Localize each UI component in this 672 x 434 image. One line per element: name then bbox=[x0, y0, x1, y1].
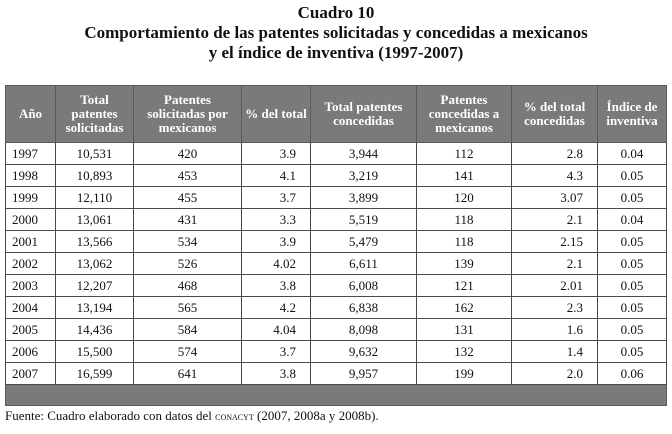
cell-solicitadas-mexicanos: 565 bbox=[134, 297, 242, 319]
cell-solicitadas-mexicanos: 455 bbox=[134, 187, 242, 209]
cell-solicitadas-mexicanos: 584 bbox=[134, 319, 242, 341]
cell-total-concedidas: 6,008 bbox=[311, 275, 417, 297]
cell-pct-total: 4.02 bbox=[242, 253, 311, 275]
source-org: conacyt bbox=[215, 409, 254, 423]
table-row bbox=[6, 341, 667, 363]
cell-concedidas-mexicanos: 112 bbox=[417, 143, 512, 165]
caption-number: Cuadro 10 bbox=[297, 3, 375, 22]
table-row bbox=[6, 209, 667, 231]
table-row bbox=[6, 275, 667, 297]
cell-total-solicitadas: 13,061 bbox=[56, 209, 134, 231]
cell-pct-total: 3.7 bbox=[242, 187, 311, 209]
table-row bbox=[6, 165, 667, 187]
cell-concedidas-mexicanos: 162 bbox=[417, 297, 512, 319]
cell-solicitadas-mexicanos: 453 bbox=[134, 165, 242, 187]
cell-pct-total: 3.8 bbox=[242, 363, 311, 385]
source-prefix: Fuente: Cuadro elaborado con datos del bbox=[5, 408, 216, 423]
caption-subtitle: y el índice de inventiva (1997-2007) bbox=[208, 43, 464, 62]
cell-year: 2002 bbox=[6, 253, 56, 275]
cell-total-solicitadas: 16,599 bbox=[56, 363, 134, 385]
cell-concedidas-mexicanos: 199 bbox=[417, 363, 512, 385]
cell-pct-concedidas: 3.07 bbox=[512, 187, 598, 209]
cell-pct-concedidas: 1.4 bbox=[512, 341, 598, 363]
cell-total-solicitadas: 12,207 bbox=[56, 275, 134, 297]
table-row bbox=[6, 363, 667, 385]
cell-concedidas-mexicanos: 132 bbox=[417, 341, 512, 363]
header-pct-total: % del total bbox=[242, 86, 311, 143]
cell-pct-concedidas: 2.1 bbox=[512, 253, 598, 275]
cell-indice: 0.04 bbox=[598, 143, 667, 165]
cell-year: 2003 bbox=[6, 275, 56, 297]
cell-concedidas-mexicanos: 121 bbox=[417, 275, 512, 297]
cell-indice: 0.05 bbox=[598, 275, 667, 297]
table-row bbox=[6, 187, 667, 209]
cell-pct-concedidas: 2.15 bbox=[512, 231, 598, 253]
table-row bbox=[6, 319, 667, 341]
table-caption bbox=[0, 0, 672, 63]
cell-total-concedidas: 6,838 bbox=[311, 297, 417, 319]
cell-year: 2001 bbox=[6, 231, 56, 253]
table-footer-bar bbox=[6, 385, 667, 406]
header-year: Año bbox=[6, 86, 56, 143]
cell-pct-concedidas: 1.6 bbox=[512, 319, 598, 341]
cell-total-concedidas: 3,944 bbox=[311, 143, 417, 165]
cell-total-concedidas: 3,219 bbox=[311, 165, 417, 187]
cell-pct-concedidas: 2.3 bbox=[512, 297, 598, 319]
table-row bbox=[6, 297, 667, 319]
cell-concedidas-mexicanos: 141 bbox=[417, 165, 512, 187]
footer-bar-cell bbox=[6, 385, 667, 406]
cell-year: 2004 bbox=[6, 297, 56, 319]
cell-year: 1997 bbox=[6, 143, 56, 165]
cell-total-solicitadas: 15,500 bbox=[56, 341, 134, 363]
cell-pct-total: 3.9 bbox=[242, 231, 311, 253]
caption-title: Comportamiento de las patentes solicitadas y concedidas a mexicanos bbox=[84, 23, 588, 42]
cell-pct-total: 3.3 bbox=[242, 209, 311, 231]
table-row bbox=[6, 143, 667, 165]
header-indice-inventiva: Índice de inventiva bbox=[598, 86, 667, 143]
cell-indice: 0.05 bbox=[598, 187, 667, 209]
header-total-solicitadas: Total patentes solicitadas bbox=[56, 86, 134, 143]
cell-total-concedidas: 3,899 bbox=[311, 187, 417, 209]
cell-total-solicitadas: 10,893 bbox=[56, 165, 134, 187]
cell-year: 2000 bbox=[6, 209, 56, 231]
cell-concedidas-mexicanos: 118 bbox=[417, 209, 512, 231]
cell-year: 1999 bbox=[6, 187, 56, 209]
cell-pct-total: 4.1 bbox=[242, 165, 311, 187]
cell-indice: 0.05 bbox=[598, 231, 667, 253]
header-row bbox=[6, 86, 667, 143]
header-total-concedidas: Total patentes concedidas bbox=[311, 86, 417, 143]
cell-total-concedidas: 6,611 bbox=[311, 253, 417, 275]
cell-concedidas-mexicanos: 131 bbox=[417, 319, 512, 341]
cell-total-concedidas: 9,632 bbox=[311, 341, 417, 363]
cell-pct-concedidas: 2.8 bbox=[512, 143, 598, 165]
cell-indice: 0.05 bbox=[598, 341, 667, 363]
cell-total-solicitadas: 13,194 bbox=[56, 297, 134, 319]
cell-year: 2006 bbox=[6, 341, 56, 363]
patents-table bbox=[5, 85, 667, 406]
cell-pct-concedidas: 2.1 bbox=[512, 209, 598, 231]
cell-indice: 0.06 bbox=[598, 363, 667, 385]
cell-concedidas-mexicanos: 120 bbox=[417, 187, 512, 209]
cell-total-concedidas: 9,957 bbox=[311, 363, 417, 385]
cell-year: 2005 bbox=[6, 319, 56, 341]
table-row bbox=[6, 253, 667, 275]
cell-total-solicitadas: 13,566 bbox=[56, 231, 134, 253]
cell-total-solicitadas: 14,436 bbox=[56, 319, 134, 341]
cell-solicitadas-mexicanos: 574 bbox=[134, 341, 242, 363]
cell-solicitadas-mexicanos: 420 bbox=[134, 143, 242, 165]
cell-pct-concedidas: 2.01 bbox=[512, 275, 598, 297]
cell-pct-total: 3.9 bbox=[242, 143, 311, 165]
cell-indice: 0.05 bbox=[598, 253, 667, 275]
cell-pct-total: 4.04 bbox=[242, 319, 311, 341]
cell-concedidas-mexicanos: 139 bbox=[417, 253, 512, 275]
cell-total-solicitadas: 10,531 bbox=[56, 143, 134, 165]
cell-solicitadas-mexicanos: 641 bbox=[134, 363, 242, 385]
cell-pct-total: 3.7 bbox=[242, 341, 311, 363]
cell-total-solicitadas: 12,110 bbox=[56, 187, 134, 209]
cell-concedidas-mexicanos: 118 bbox=[417, 231, 512, 253]
source-suffix: (2007, 2008a y 2008b). bbox=[253, 408, 379, 423]
header-pct-concedidas: % del total concedidas bbox=[512, 86, 598, 143]
cell-pct-concedidas: 2.0 bbox=[512, 363, 598, 385]
cell-indice: 0.05 bbox=[598, 165, 667, 187]
header-solicitadas-mexicanos: Patentes solicitadas por mexicanos bbox=[134, 86, 242, 143]
source-note bbox=[5, 408, 379, 424]
cell-solicitadas-mexicanos: 431 bbox=[134, 209, 242, 231]
cell-pct-total: 3.8 bbox=[242, 275, 311, 297]
cell-solicitadas-mexicanos: 468 bbox=[134, 275, 242, 297]
cell-total-concedidas: 5,479 bbox=[311, 231, 417, 253]
cell-pct-concedidas: 4.3 bbox=[512, 165, 598, 187]
cell-solicitadas-mexicanos: 534 bbox=[134, 231, 242, 253]
cell-indice: 0.05 bbox=[598, 319, 667, 341]
header-concedidas-mexicanos: Patentes concedidas a mexicanos bbox=[417, 86, 512, 143]
cell-total-concedidas: 8,098 bbox=[311, 319, 417, 341]
cell-solicitadas-mexicanos: 526 bbox=[134, 253, 242, 275]
cell-total-concedidas: 5,519 bbox=[311, 209, 417, 231]
cell-year: 2007 bbox=[6, 363, 56, 385]
cell-total-solicitadas: 13,062 bbox=[56, 253, 134, 275]
table-row bbox=[6, 231, 667, 253]
cell-year: 1998 bbox=[6, 165, 56, 187]
cell-pct-total: 4.2 bbox=[242, 297, 311, 319]
cell-indice: 0.04 bbox=[598, 209, 667, 231]
cell-indice: 0.05 bbox=[598, 297, 667, 319]
